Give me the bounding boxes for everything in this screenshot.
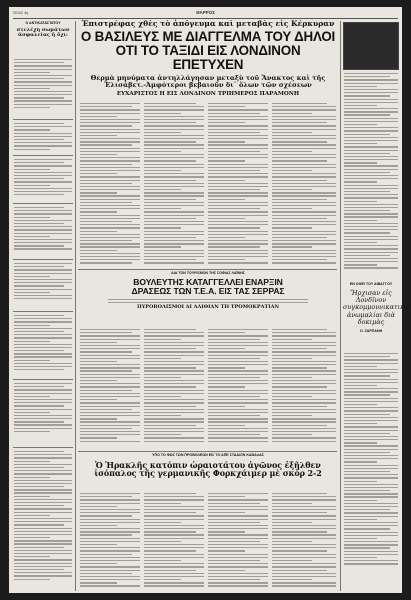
left-column-text [14,315,72,372]
left-column-text [14,159,72,197]
second-banner-line2: ΔΡΑΣΕΩΣ ΤΩΝ Τ.Ε.Α. ΕΙΣ ΤΑΣ ΣΕΡΡΑΣ [131,285,285,296]
right-feature-byline: Ο. ΖΑΡΠΑΝΗ [359,328,383,333]
left-column-text [14,383,72,434]
left-column [13,22,73,38]
newspaper-page [9,7,411,593]
left-column-subheading: στελέχη σωμάτων ἀσφαλείας ἡ ὄχι: [16,26,70,39]
right-feature-title: Ἤρχισαν εἰς Λονδῖνον συγκομμουνικατικαὶ ἀνωμαλίαι διὰ δοκιμὰς [343,288,411,327]
lead-kicker: Ἐπιστρέφας χθὲς τὸ ἀπόγευμα καὶ μεταβὰς εἰς Κέρκυραν [81,19,335,28]
bottom-story-text [144,493,204,589]
page-label: ΣΕΛΙΣ 4η [13,11,29,15]
lead-subhead: Θερμὰ μηνύματα ἀντηλλάγησαν μεταξὺ τοῦ Ἄνακτος καὶ τῆς Ἐλισάβετ.-Ἀμφότεροι βεβαιοῦν δι᾽ ὅλων τῶν σχέσεων [90,74,326,90]
lead-story-text [80,103,140,266]
lead-story-text [272,103,336,266]
bottom-story-heading [79,454,337,478]
bottom-kicker: ΥΠΟ ΤΟ ΦΩΣ ΤΩΝ ΠΡΟΒΟΛΕΩΝ ΕΙΣ ΤΟ ΑΠΕ ΣΤΑΔΙΟΝ ΚΑΒΑΛΑΣ [152,453,264,457]
column-rule [75,21,76,591]
left-column-text [14,451,72,582]
left-column-text [14,123,72,152]
lead-banner-line1: Ο ΒΑΣΙΛΕΥΣ ΜΕ ΔΙΑΓΓΕΛΜΑ ΤΟΥ ΔΗΛΟΙ [80,28,336,44]
left-column-text [14,263,72,301]
bottom-story-text [272,493,336,589]
second-story-text [272,329,336,444]
lead-subhead-2: ΕΥΧΑΡΙΣΤΟΣ Η ΕΙΣ ΛΟΝΔΙΝΟΝ ΤΡΙΗΜΕΡΟΣ ΠΑΡΑΜΟΝΗ [116,91,300,97]
second-kicker: ΔΙΑ ΤΟΝ ΤΟΥΡΙΣΜΟΝ ΤΗΣ ΣΟΦΙΑΣ ΛΑΪΝΗΣ [171,271,245,275]
bottom-story-text [208,493,268,589]
photo [343,22,399,70]
left-column-text [14,207,72,252]
masthead-strip [13,9,398,19]
second-subhead: ΠΥΡΟΒΟΛΙΣΜΟΙ ΔΙ ΑΛΙΘΙΑΝ ΤΗ ΤΡΟΜΟΚΡΑΤΙΑΝ [136,304,280,311]
lead-story-text [208,103,268,266]
paper-name: ΘΑΡΡΟΣ [196,10,215,15]
right-column-text [344,73,398,271]
left-column-text [14,59,72,110]
left-column-heading: Ο ΑΝΤΙΚΑΤΑΣΤΑΤΟΥ [25,21,61,25]
second-story-heading [79,272,337,310]
column-rule [340,21,341,591]
bottom-banner-line2: ἰσόπαλος τῆς γερμανικῆς Φορκχάιμερ μὲ σκὸρ 2-2 [94,468,322,479]
right-feature-text [344,353,398,567]
bottom-story-text [80,493,140,589]
second-story-text [208,329,268,444]
lead-story-text [144,103,204,266]
second-banner-line1: ΒΟΥΛΕΥΤΗΣ ΚΑΤΑΓΓΕΛΛΕΙ ΕΝΑΡΞΙΝ [133,276,283,287]
right-feature [343,282,411,333]
lead-story-heading [79,20,337,98]
second-story-text [144,329,204,444]
right-column-top [343,22,399,70]
lead-banner-line2: ΟΤΙ ΤΟ ΤΑΞΙΔΙ ΕΙΣ ΛΟΝΔΙΝΟΝ ΕΠΕΤΥΧΕΝ [115,43,301,73]
second-story-text [80,329,140,444]
right-feature-label: ΕΝ ΟΨΕΙ ΤΟΥ ΑΙΒΑΓΓΟΥ [349,282,393,286]
bottom-banner-line1: Ὁ Ἡρακλῆς κατόπιν ὡραιοτάτου ἀγῶνος ἐξῆλθεν [95,459,321,470]
